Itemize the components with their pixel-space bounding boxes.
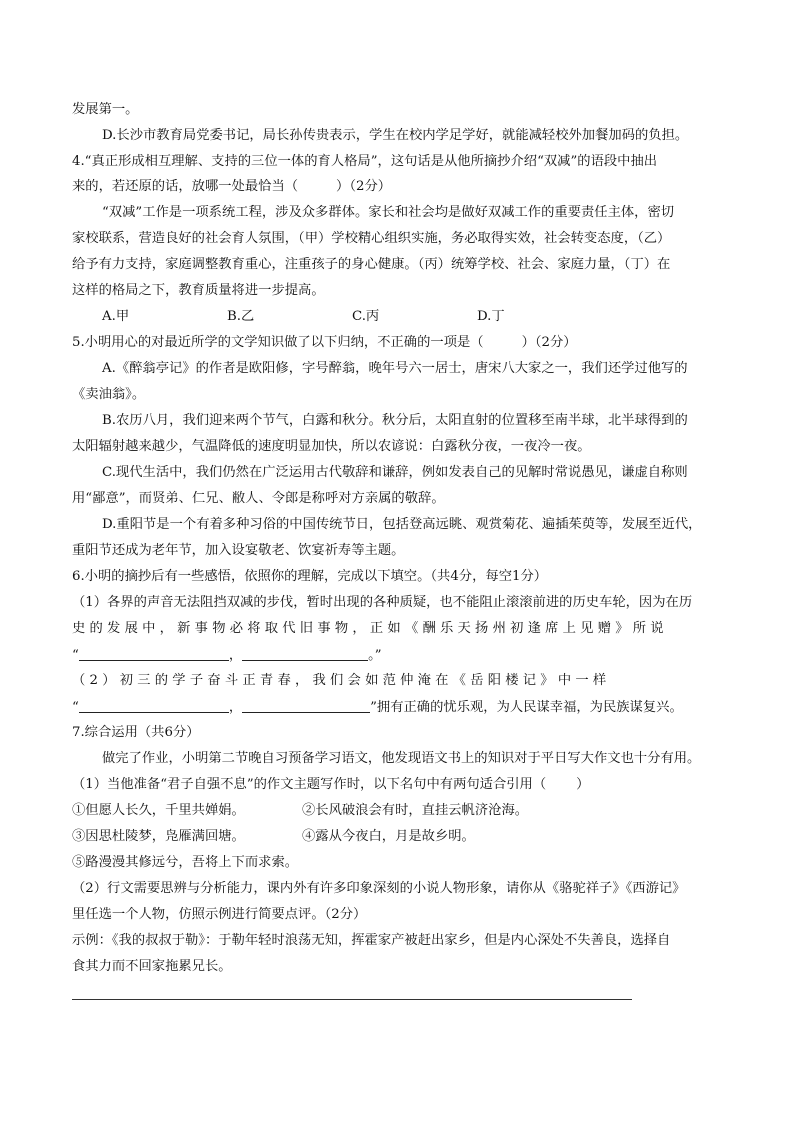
question-4-stem-cont: 来的，若还原的话，放哪一处最恰当（ ）（2分） [72, 179, 392, 194]
question-5-option-a-cont: 《卖油翁》。 [72, 387, 146, 402]
question-4-option-d: D.丁 [477, 309, 505, 324]
quote-option-3: ③因思杜陵梦，凫雁满回塘。 [72, 829, 245, 844]
question-4-option-b: B.乙 [227, 309, 255, 324]
question-5-option-b: B.农历八月，我们迎来两个节气，白露和秋分。秋分后，太阳直射的位置移至南半球，北半球得到的 [102, 413, 688, 428]
question-6-part-2: （ 2 ） 初 三 的 学 子 奋 斗 正 青 春 ， 我 们 会 如 范 仲 淹 在 《 岳 阳 楼 记 》 中 一 样 [72, 673, 607, 688]
passage-line: 这样的格局之下，教育质量将进一步提高。 [72, 283, 325, 298]
question-6-blanks-2: “ ， ”拥有正确的忧乐观，为人民谋幸福，为民族谋复兴。 [72, 700, 683, 715]
question-7-heading: 7.综合运用（共6分） [72, 725, 200, 740]
question-7-part-1: （1）当他准备“君子自强不息”的作文主题写作时，以下名句中有两句适合引用（ ） [72, 777, 590, 792]
question-5-option-c-cont: 用“鄙意”，而贤弟、仁兄、敝人、令郎是称呼对方亲属的敬辞。 [72, 491, 445, 506]
passage-line: 给予有力支持，家庭调整教育重心，注重孩子的身心健康。（丙）统筹学校、社会、家庭力量，（丁）在 [72, 257, 671, 272]
text-line: 发展第一。 [72, 102, 139, 117]
question-7-part-2: （2）行文需要思辨与分析能力，课内外有许多印象深刻的小说人物形象，请你从《骆驼祥子》《西游记》 [72, 881, 686, 896]
quote-option-5: ⑤路漫漫其修远兮，吾将上下而求索。 [72, 855, 299, 870]
option-d-text: D.长沙市教育局党委书记，局长孙传贵表示，学生在校内学足学好，就能减轻校外加餐加码的负担。 [102, 128, 689, 143]
question-7-intro: 做完了作业，小明第二节晚自习预备学习语文，他发现语文书上的知识对于平日写大作文也十分有用。 [102, 751, 701, 766]
question-7-part-2-cont: 里任选一个人物，仿照示例进行简要点评。（2分） [72, 907, 367, 922]
quote-option-4: ④露从今夜白，月是故乡明。 [302, 829, 475, 844]
question-4-option-a: A.甲 [102, 309, 130, 324]
fill-blank[interactable] [79, 698, 229, 713]
passage-line: 家校联系，营造良好的社会育人氛围，（甲）学校精心组织实施，务必取得实效，社会转变态度，（乙） [72, 231, 671, 246]
question-6-blanks-1: “ ， 。” [72, 648, 382, 663]
quote-option-2: ②长风破浪会有时，直挂云帆济沧海。 [302, 803, 529, 818]
passage-line: “双减”工作是一项系统工程，涉及众多群体。家长和社会均是做好双减工作的重要责任主体，密切 [102, 205, 675, 220]
example-text-cont: 食其力而不回家拖累兄长。 [72, 959, 232, 974]
question-6-part-1: （1）各界的声音无法阻挡双减的步伐，暂时出现的各种质疑，也不能阻止滚滚前进的历史车轮，因为在历 [72, 595, 693, 610]
question-5-option-c: C.现代生活中，我们仍然在广泛运用古代敬辞和谦辞，例如发表自己的见解时常说愚见，谦虚自称则 [102, 465, 688, 480]
fill-blank[interactable] [242, 698, 370, 713]
question-5-option-a: A.《醉翁亭记》的作者是欧阳修，字号醉翁，晚年号六一居士，唐宋八大家之一，我们还学过他写的 [102, 361, 688, 376]
question-5-option-b-cont: 太阳辐射越来越少，气温降低的速度明显加快，所以农谚说：白露秋分夜，一夜冷一夜。 [72, 439, 591, 454]
question-6-part-1-cont: 史 的 发 展 中 ， 新 事 物 必 将 取 代 旧 事 物 ， 正 如 《 酬 乐 天 扬 州 初 逢 席 上 见 赠 》 所 说 [72, 621, 664, 636]
question-5-stem: 5.小明用心的对最近所学的文学知识做了以下归纳，不正确的一项是（ ）（2分） [72, 335, 577, 350]
question-5-option-d: D.重阳节是一个有着多种习俗的中国传统节日，包括登高远眺、观赏菊花、遍插茱萸等，发展至近代， [102, 517, 702, 532]
example-text: 示例：《我的叔叔于勒》：于勒年轻时浪荡无知，挥霍家产被赶出家乡，但是内心深处不失善良，选择自 [72, 933, 671, 948]
question-4-stem: 4.“真正形成相互理解、支持的三位一体的育人格局”，这句话是从他所摘抄介绍“双减”的语段中抽出 [72, 154, 658, 169]
quote-option-1: ①但愿人长久，千里共婵娟。 [72, 803, 245, 818]
fill-blank[interactable] [79, 646, 229, 661]
fill-blank[interactable] [242, 646, 368, 661]
answer-line[interactable] [72, 999, 632, 1000]
question-6-stem: 6.小明的摘抄后有一些感悟，依照你的理解，完成以下填空。（共4分，每空1分） [72, 569, 548, 584]
question-5-option-d-cont: 重阳节还成为老年节，加入设宴敬老、饮宴祈寿等主题。 [72, 543, 405, 558]
question-4-option-c: C.丙 [352, 309, 380, 324]
